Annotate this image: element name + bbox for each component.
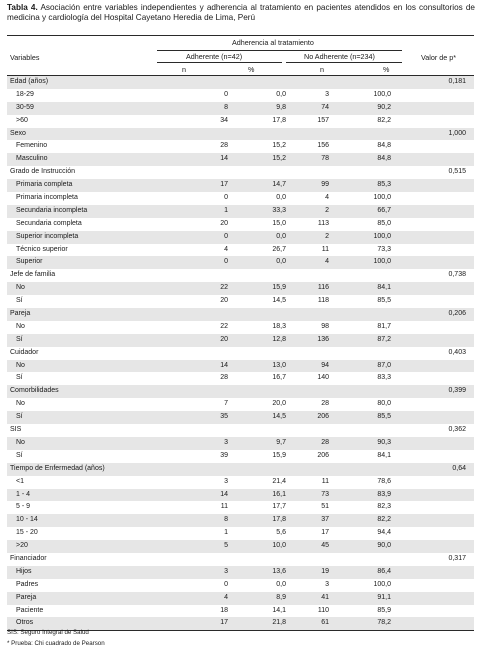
non-adherent-n-cell: 98	[321, 322, 329, 330]
non-adherent-n-cell: 3	[325, 580, 329, 588]
category-label: Pareja	[16, 593, 37, 601]
non-adherent-pct-cell: 78,2	[377, 619, 391, 627]
category-label: Superior incompleta	[16, 232, 79, 240]
category-label: 30-59	[16, 103, 34, 111]
non-adherent-n-cell: 45	[321, 542, 329, 550]
table-row	[7, 89, 474, 102]
non-adherent-pct-cell: 91,1	[377, 593, 391, 601]
table-row	[7, 437, 474, 450]
table-row	[7, 514, 474, 527]
non-adherent-pct-cell: 82,2	[377, 516, 391, 524]
note-sis: SIS: Seguro Integral de Salud	[7, 629, 89, 636]
table-row	[7, 102, 474, 115]
category-label: 18-29	[16, 90, 34, 98]
non-adherent-n-cell: 61	[321, 619, 329, 627]
table-row	[7, 334, 474, 347]
table-row	[7, 527, 474, 540]
table-section-row	[7, 166, 474, 179]
non-adherent-pct-cell: 83,3	[377, 374, 391, 382]
adherent-pct-cell: 15,0	[272, 219, 286, 227]
adherent-n-cell: 3	[224, 438, 228, 446]
table-header	[7, 36, 474, 76]
adherent-n-cell: 17	[220, 619, 228, 627]
table-row	[7, 489, 474, 502]
category-label: <1	[16, 477, 24, 485]
p-value-cell: 0,399	[448, 387, 466, 395]
adherent-pct-cell: 17,7	[272, 503, 286, 511]
adherent-n-cell: 3	[224, 477, 228, 485]
non-adherent-n-cell: 110	[317, 606, 329, 614]
adherent-n-cell: 4	[224, 593, 228, 601]
table-section-row	[7, 385, 474, 398]
non-adherent-pct-cell: 84,8	[377, 155, 391, 163]
adherent-pct-cell: 18,3	[272, 322, 286, 330]
category-label: Padres	[16, 580, 39, 588]
table-row	[7, 476, 474, 489]
non-adherent-n-cell: 136	[317, 335, 329, 343]
adherent-pct-cell: 0,0	[276, 580, 286, 588]
category-label: Primaria completa	[16, 181, 73, 189]
table-section-row	[7, 553, 474, 566]
non-adherent-pct-cell: 85,5	[377, 413, 391, 421]
adherent-n-cell: 0	[224, 232, 228, 240]
non-adherent-n-cell: 51	[321, 503, 329, 511]
adherent-n-cell: 1	[224, 206, 228, 214]
adherent-pct-cell: 0,0	[276, 232, 286, 240]
adherent-n-cell: 20	[220, 297, 228, 305]
adherent-n-cell: 17	[220, 181, 228, 189]
non-adherent-pct-cell: 82,2	[377, 116, 391, 124]
adherent-n-cell: 0	[224, 580, 228, 588]
table-row	[7, 192, 474, 205]
non-adherent-pct-cell: 85,3	[377, 181, 391, 189]
non-adherent-pct-cell: 100,0	[373, 258, 391, 266]
adherent-pct-cell: 15,2	[272, 142, 286, 150]
adherent-pct-cell: 10,0	[272, 542, 286, 550]
non-adherent-n-cell: 28	[321, 438, 329, 446]
adherent-n-cell: 20	[220, 335, 228, 343]
adherent-pct-cell: 0,0	[276, 258, 286, 266]
category-label: Otros	[16, 619, 34, 627]
adherent-pct-cell: 13,0	[272, 361, 286, 369]
table-row	[7, 231, 474, 244]
adherent-n-cell: 14	[220, 361, 228, 369]
p-value-cell: 0,64	[452, 464, 466, 472]
table-row	[7, 140, 474, 153]
adherent-pct-cell: 16,1	[272, 490, 286, 498]
adherent-n-cell: 11	[220, 503, 228, 511]
adherent-n-cell: 34	[220, 116, 228, 124]
non-adherent-pct-cell: 84,8	[377, 142, 391, 150]
category-label: Masculino	[16, 155, 48, 163]
adherent-pct-cell: 33,3	[272, 206, 286, 214]
table-row	[7, 321, 474, 334]
category-label: >60	[16, 116, 28, 124]
non-adherent-pct-cell: 90,3	[377, 438, 391, 446]
header-pct-non-adherent: %	[383, 65, 390, 74]
p-value-cell: 0,738	[448, 271, 466, 279]
table-section-row	[7, 424, 474, 437]
adherent-n-cell: 8	[224, 103, 228, 111]
non-adherent-n-cell: 19	[321, 567, 329, 575]
non-adherent-n-cell: 4	[325, 194, 329, 202]
adherent-pct-cell: 26,7	[272, 245, 286, 253]
category-label: No	[16, 361, 25, 369]
adherent-pct-cell: 14,7	[272, 181, 286, 189]
non-adherent-n-cell: 99	[321, 181, 329, 189]
p-value-cell: 0,206	[448, 310, 466, 318]
table-row	[7, 360, 474, 373]
header-n-non-adherent: n	[320, 65, 324, 74]
adherent-pct-cell: 12,8	[272, 335, 286, 343]
section-label: SIS	[10, 426, 22, 434]
table-section-row	[7, 269, 474, 282]
table-row	[7, 450, 474, 463]
adherent-pct-cell: 14,5	[272, 297, 286, 305]
non-adherent-n-cell: 73	[321, 490, 329, 498]
table-row	[7, 295, 474, 308]
adherent-pct-cell: 14,5	[272, 413, 286, 421]
non-adherent-n-cell: 74	[321, 103, 329, 111]
category-label: Sí	[16, 335, 23, 343]
adherent-n-cell: 28	[220, 374, 228, 382]
table-row	[7, 540, 474, 553]
category-label: Técnico superior	[16, 245, 68, 253]
non-adherent-pct-cell: 85,5	[377, 297, 391, 305]
section-label: Jefe de familia	[10, 271, 56, 279]
category-label: >20	[16, 542, 28, 550]
table-row	[7, 256, 474, 269]
non-adherent-n-cell: 41	[321, 593, 329, 601]
non-adherent-n-cell: 113	[317, 219, 329, 227]
category-label: No	[16, 400, 25, 408]
non-adherent-n-cell: 2	[325, 206, 329, 214]
table-body	[7, 76, 474, 631]
category-label: Superior	[16, 258, 43, 266]
table-row	[7, 592, 474, 605]
non-adherent-n-cell: 206	[317, 451, 329, 459]
section-label: Tiempo de Enfermedad (años)	[10, 464, 105, 472]
section-label: Edad (años)	[10, 78, 49, 85]
table-section-row	[7, 308, 474, 321]
non-adherent-n-cell: 28	[321, 400, 329, 408]
non-adherent-pct-cell: 66,7	[377, 206, 391, 214]
non-adherent-n-cell: 17	[321, 529, 329, 537]
table-section-row	[7, 128, 474, 141]
table-notes	[7, 628, 105, 649]
category-label: No	[16, 322, 25, 330]
table-caption-label: Tabla 4.	[7, 3, 38, 12]
non-adherent-pct-cell: 100,0	[373, 232, 391, 240]
adherent-n-cell: 8	[224, 516, 228, 524]
non-adherent-pct-cell: 90,0	[377, 542, 391, 550]
header-variables: Variables	[10, 53, 40, 62]
non-adherent-n-cell: 157	[317, 116, 329, 124]
table-row	[7, 205, 474, 218]
table-caption	[7, 3, 475, 24]
non-adherent-pct-cell: 85,0	[377, 219, 391, 227]
p-value-cell: 0,181	[448, 78, 466, 85]
adherent-n-cell: 20	[220, 219, 228, 227]
non-adherent-pct-cell: 100,0	[373, 580, 391, 588]
adherent-n-cell: 0	[224, 194, 228, 202]
non-adherent-pct-cell: 87,0	[377, 361, 391, 369]
non-adherent-pct-cell: 85,9	[377, 606, 391, 614]
p-value-cell: 0,403	[448, 348, 466, 356]
adherent-n-cell: 14	[220, 490, 228, 498]
category-label: Secundaria completa	[16, 219, 82, 227]
category-label: Sí	[16, 297, 23, 305]
non-adherent-n-cell: 156	[317, 142, 329, 150]
category-label: No	[16, 284, 25, 292]
p-value-cell: 0,362	[448, 426, 466, 434]
table-section-row	[7, 347, 474, 360]
category-label: 15 - 20	[16, 529, 38, 537]
header-pct-adherent: %	[248, 65, 255, 74]
table-section-row	[7, 463, 474, 476]
p-value-cell: 0,515	[448, 168, 466, 176]
adherent-n-cell: 35	[220, 413, 228, 421]
adherent-pct-cell: 17,8	[272, 516, 286, 524]
non-adherent-n-cell: 11	[321, 477, 329, 485]
adherent-n-cell: 5	[224, 542, 228, 550]
adherent-pct-cell: 21,4	[272, 477, 286, 485]
adherent-n-cell: 7	[224, 400, 228, 408]
adherent-n-cell: 28	[220, 142, 228, 150]
table-row	[7, 579, 474, 592]
section-label: Sexo	[10, 129, 26, 137]
category-label: Sí	[16, 374, 23, 382]
category-label: Secundaria incompleta	[16, 206, 88, 214]
table-row	[7, 115, 474, 128]
table-row	[7, 179, 474, 192]
note-chi-square: * Prueba: Chi cuadrado de Pearson	[7, 639, 105, 647]
non-adherent-n-cell: 94	[321, 361, 329, 369]
non-adherent-pct-cell: 80,0	[377, 400, 391, 408]
non-adherent-pct-cell: 84,1	[377, 284, 391, 292]
adherent-pct-cell: 5,6	[276, 529, 286, 537]
adherent-n-cell: 22	[220, 284, 228, 292]
category-label: Paciente	[16, 606, 44, 614]
table-row	[7, 282, 474, 295]
header-p-value: Valor de p*	[421, 53, 457, 62]
table-row	[7, 153, 474, 166]
section-label: Grado de Instrucción	[10, 168, 75, 176]
adherent-n-cell: 3	[224, 567, 228, 575]
non-adherent-n-cell: 116	[317, 284, 329, 292]
category-label: 1 - 4	[16, 490, 31, 498]
non-adherent-pct-cell: 78,6	[377, 477, 391, 485]
non-adherent-pct-cell: 81,7	[377, 322, 391, 330]
adherent-pct-cell: 15,9	[272, 284, 286, 292]
adherent-pct-cell: 9,8	[276, 103, 286, 111]
non-adherent-n-cell: 78	[321, 155, 329, 163]
non-adherent-pct-cell: 87,2	[377, 335, 391, 343]
table-caption-text: Asociación entre variables independientes y adherencia al tratamiento en pacientes atendidos en los consultorios de medicina y cardiología del Hospital Cayetano Heredia de Lima, Perú	[7, 3, 475, 23]
category-label: Sí	[16, 413, 23, 421]
category-label: No	[16, 438, 25, 446]
adherent-pct-cell: 14,1	[272, 606, 286, 614]
table-row	[7, 605, 474, 618]
non-adherent-pct-cell: 94,4	[377, 529, 391, 537]
p-value-cell: 1,000	[448, 129, 466, 137]
non-adherent-n-cell: 118	[317, 297, 329, 305]
adherent-pct-cell: 16,7	[272, 374, 286, 382]
non-adherent-n-cell: 2	[325, 232, 329, 240]
non-adherent-pct-cell: 100,0	[373, 90, 391, 98]
category-label: Femenino	[16, 142, 48, 150]
adherent-n-cell: 4	[224, 245, 228, 253]
non-adherent-pct-cell: 90,2	[377, 103, 391, 111]
adherent-n-cell: 0	[224, 258, 228, 266]
category-label: 5 - 9	[16, 503, 31, 511]
non-adherent-n-cell: 11	[321, 245, 329, 253]
table-row	[7, 218, 474, 231]
adherent-pct-cell: 9,7	[276, 438, 286, 446]
header-adherent: Adherente (n=42)	[186, 52, 243, 61]
section-label: Pareja	[10, 310, 31, 318]
non-adherent-n-cell: 206	[317, 413, 329, 421]
table-row	[7, 372, 474, 385]
adherent-pct-cell: 0,0	[276, 194, 286, 202]
section-label: Financiador	[10, 554, 47, 562]
non-adherent-pct-cell: 84,1	[377, 451, 391, 459]
category-label: Primaria incompleta	[16, 194, 78, 202]
adherent-pct-cell: 8,9	[276, 593, 286, 601]
non-adherent-pct-cell: 82,3	[377, 503, 391, 511]
adherent-pct-cell: 15,9	[272, 451, 286, 459]
adherent-n-cell: 22	[220, 322, 228, 330]
adherence-table	[7, 35, 474, 631]
category-label: Hijos	[16, 567, 32, 575]
p-value-cell: 0,317	[448, 554, 466, 562]
section-label: Cuidador	[10, 348, 39, 356]
section-label: Comorbilidades	[10, 387, 59, 395]
adherent-pct-cell: 0,0	[276, 90, 286, 98]
header-group-label: Adherencia al tratamiento	[232, 38, 314, 47]
non-adherent-n-cell: 3	[325, 90, 329, 98]
table-row	[7, 411, 474, 424]
adherent-pct-cell: 21,8	[272, 619, 286, 627]
adherent-pct-cell: 15,2	[272, 155, 286, 163]
table-row	[7, 501, 474, 514]
adherent-pct-cell: 20,0	[272, 400, 286, 408]
adherent-n-cell: 14	[220, 155, 228, 163]
adherent-n-cell: 0	[224, 90, 228, 98]
non-adherent-n-cell: 37	[321, 516, 329, 524]
header-non-adherent: No Adherente (n=234)	[304, 52, 375, 61]
adherent-pct-cell: 13,6	[272, 567, 286, 575]
header-n-adherent: n	[182, 65, 186, 74]
table-row	[7, 244, 474, 257]
non-adherent-pct-cell: 73,3	[377, 245, 391, 253]
category-label: 10 - 14	[16, 516, 38, 524]
non-adherent-pct-cell: 86,4	[377, 567, 391, 575]
adherent-pct-cell: 17,8	[272, 116, 286, 124]
non-adherent-n-cell: 4	[325, 258, 329, 266]
table-section-row	[7, 76, 474, 89]
table-row	[7, 398, 474, 411]
category-label: Sí	[16, 451, 23, 459]
adherent-n-cell: 1	[224, 529, 228, 537]
adherent-n-cell: 39	[220, 451, 228, 459]
non-adherent-pct-cell: 100,0	[373, 194, 391, 202]
non-adherent-pct-cell: 83,9	[377, 490, 391, 498]
table-row	[7, 566, 474, 579]
non-adherent-n-cell: 140	[317, 374, 329, 382]
adherent-n-cell: 18	[220, 606, 228, 614]
